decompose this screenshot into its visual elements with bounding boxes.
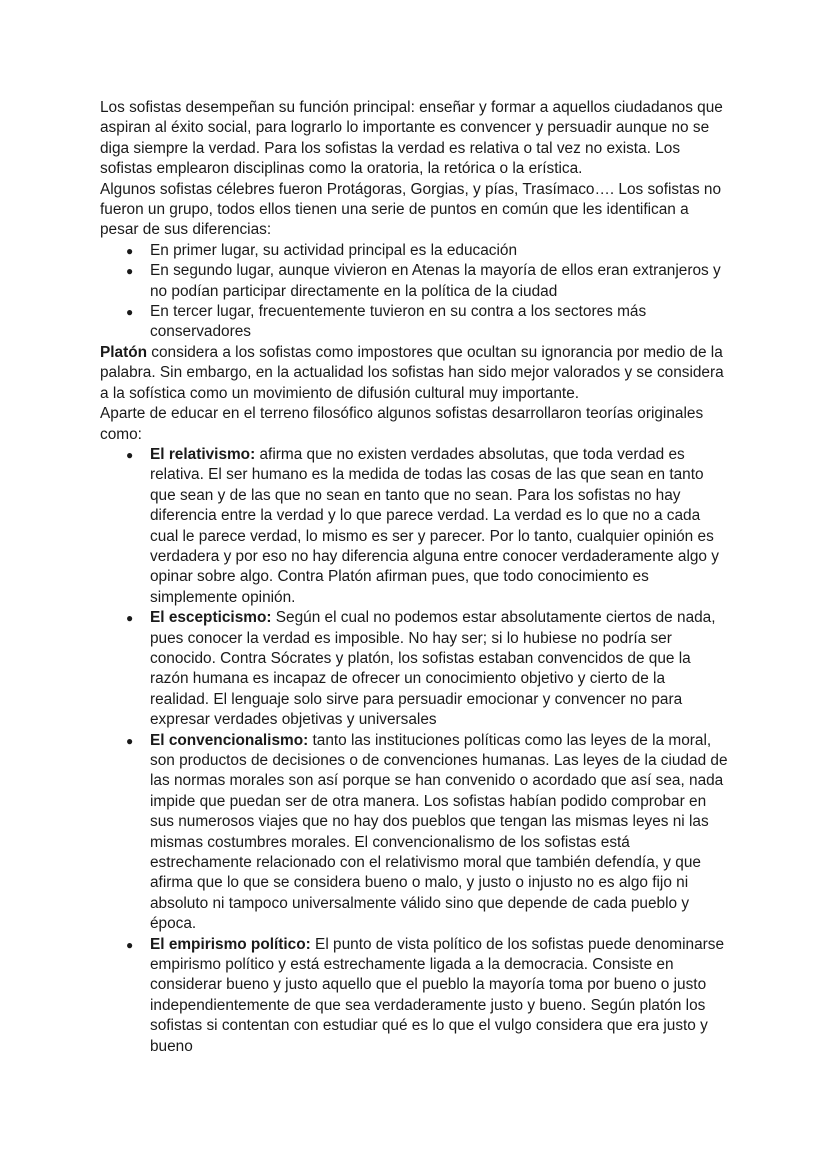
bold-term: El relativismo: — [150, 445, 256, 463]
bullet-icon: ● — [126, 305, 134, 320]
list-item-empirismo-politico: ● El empirismo político: El punto de vista político de los sofistas puede denominarse empirismo político y está estrechamente ligada a la democracia. Consiste en considerar bueno y justo aquello que el pueblo la mayoría toma por bueno o justo independientemente de que sea verdaderamente justo y bueno. Según platón los sofistas si contentan con estudiar qué es lo que el vulgo considera que era justo y bueno — [126, 935, 725, 1055]
bullet-icon: ● — [126, 733, 134, 748]
list-item: ● En primer lugar, su actividad principal es la educación — [100, 241, 728, 261]
bullet-icon: ● — [126, 243, 134, 258]
list-item-convencionalismo: ● El convencionalismo: tanto las instituciones políticas como las leyes de la moral, son productos de decisiones o de convenciones humanas. Las leyes de la ciudad de las normas morales son así porque se han convenido o acordado que así sea, nada impide que puedan ser de otra manera. Los sofistas habían podido comprobar en sus numerosos viajes que no hay dos pueblos que tengan las mismas leyes ni las mismas costumbres morales. El convencionalismo de los sofistas está estrechamente relacionado con el relativismo moral que también defendía, y que afirma que lo que se considera bueno o malo, y justo o injusto no es algo fijo ni absoluto ni tampoco universalmente válido sino que depende de cada pueblo y época. — [126, 731, 728, 933]
list-item: ● En tercer lugar, frecuentemente tuvieron en su contra a los sectores más conservadores — [126, 303, 647, 341]
list-item-relativismo: ● El relativismo: afirma que no existen verdades absolutas, que toda verdad es relativa. El ser humano es la medida de todas las cosas de las que sean en tanto que sean y de las que no sean en tanto que no sean. Para los sofistas no hay diferencia entre la verdad y lo que parece verdad. La verdad es lo que no a cada cual le parece verdad, lo mismo es ser y parecer. Por lo tanto, cualquier opinión es verdadera y por eso no hay diferencia alguna entre conocer verdaderamente algo y opinar sobre algo. Contra Platón afirman pues, que todo conocimiento es simplemente opinión. — [126, 445, 719, 606]
bullet-icon: ● — [126, 937, 134, 952]
bold-term: El empirismo político: — [150, 935, 311, 953]
bullet-icon: ● — [126, 447, 134, 462]
paragraph-famous-sophists: Algunos sofistas célebres fueron Protágoras, Gorgias, y pías, Trasímaco…. Los sofistas no fueron un grupo, todos ellos tienen una serie de puntos en común que les identifican a pesar de sus diferencias: — [100, 180, 722, 239]
bold-term: Platón — [100, 343, 148, 361]
bold-term: El convencionalismo: — [150, 731, 309, 749]
common-points-list — [100, 241, 728, 343]
paragraph-platon: Platón considera a los sofistas como impostores que ocultan su ignorancia por medio de la palabra. Sin embargo, en la actualidad los sofistas han sido mejor valorados y se considera a la sofística como un movimiento de difusión cultural muy importante. — [100, 343, 724, 402]
bullet-icon: ● — [126, 611, 134, 626]
paragraph-theories-intro: Aparte de educar en el terreno filosófico algunos sofistas desarrollaron teorías originales como: — [100, 405, 704, 443]
list-item: ● En segundo lugar, aunque vivieron en Atenas la mayoría de ellos eran extranjeros y no podían participar directamente en la política de la ciudad — [126, 262, 721, 300]
theories-list — [100, 445, 728, 1057]
list-item-escepticismo: ● El escepticismo: Según el cual no podemos estar absolutamente ciertos de nada, pues conocer la verdad es imposible. No hay ser; si lo hubiese no podría ser conocido. Contra Sócrates y platón, los sofistas estaban convencidos de que la razón humana es incapaz de ofrecer un conocimiento objetivo y cierto de la realidad. El lenguaje solo sirve para persuadir emocionar y convencer no para expresar verdades objetivas y universales — [126, 609, 716, 729]
bold-term: El escepticismo: — [150, 609, 272, 627]
bullet-icon: ● — [126, 264, 134, 279]
document-page — [100, 98, 728, 1057]
paragraph-intro: Los sofistas desempeñan su función principal: enseñar y formar a aquellos ciudadanos que aspiran al éxito social, para lograrlo lo importante es convencer y persuadir aunque no se diga siempre la verdad. Para los sofistas la verdad es relativa o tal vez no exista. Los sofistas emplearon disciplinas como la oratoria, la retórica o la erística. — [100, 99, 723, 178]
